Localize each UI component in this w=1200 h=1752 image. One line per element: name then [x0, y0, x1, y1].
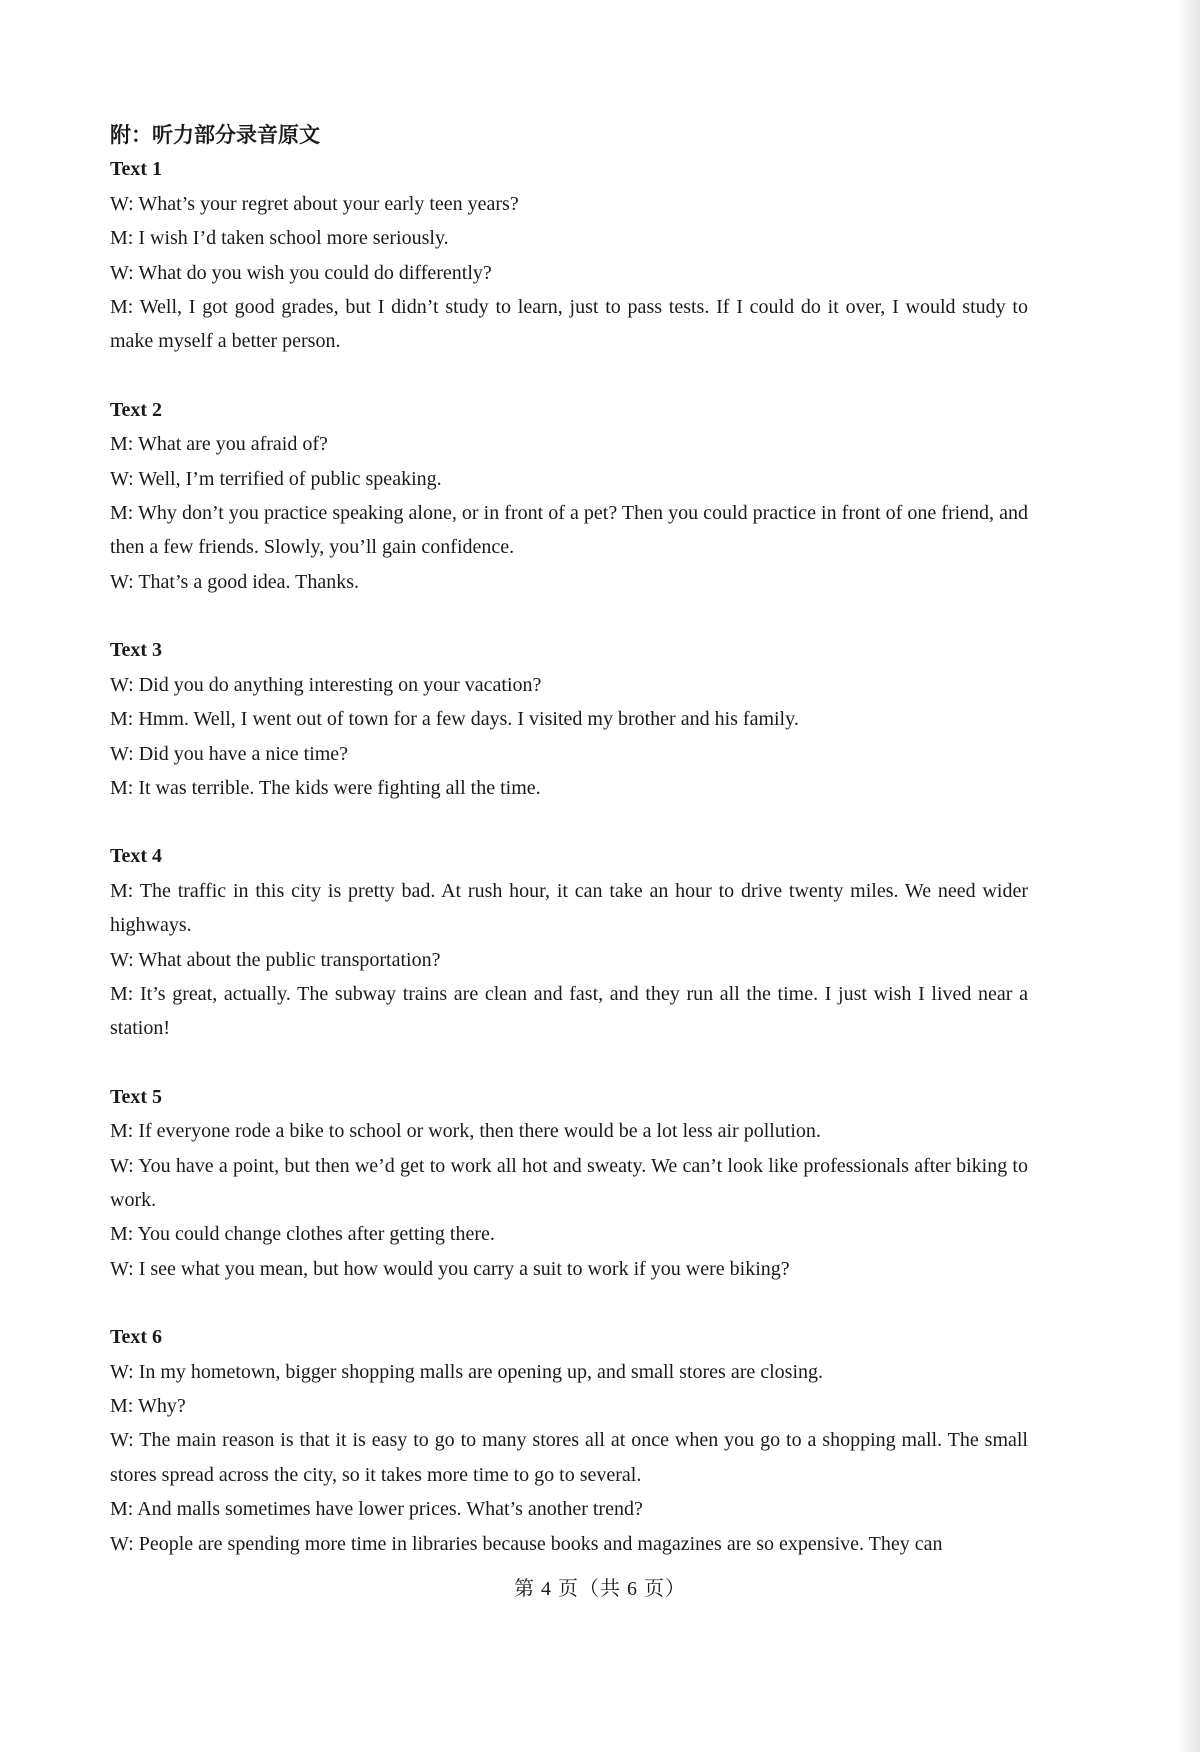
section-title: Text 1 — [110, 158, 163, 181]
transcript-section — [110, 1320, 1028, 1561]
transcript-heading: 附：听力部分录音原文 — [110, 123, 320, 147]
dialogue-line: W: What’s your regret about your early teen years? — [110, 192, 519, 215]
transcript-section — [110, 152, 1028, 358]
dialogue-line: W: The main reason is that it is easy to go to many stores all at once when you go to a shopping mall. The small stores spread across the city, so it takes more time to go to several. — [110, 1429, 1028, 1486]
section-title: Text 5 — [110, 1085, 163, 1108]
transcript-section — [110, 393, 1028, 599]
dialogue-line: W: What do you wish you could do differently? — [110, 261, 492, 284]
transcript-content — [110, 118, 1028, 1595]
page-edge-shadow — [1178, 0, 1200, 1752]
dialogue-line: W: In my hometown, bigger shopping malls are opening up, and small stores are closing. — [110, 1360, 824, 1383]
dialogue-line: W: Did you have a nice time? — [110, 742, 349, 765]
dialogue-line: M: Why? — [110, 1395, 186, 1417]
section-title: Text 2 — [110, 398, 163, 421]
dialogue-line: M: What are you afraid of? — [110, 433, 328, 456]
dialogue-line: M: If everyone rode a bike to school or work, then there would be a lot less air pollution. — [110, 1120, 821, 1143]
dialogue-line: W: I see what you mean, but how would you carry a suit to work if you were biking? — [110, 1257, 790, 1280]
dialogue-line: M: The traffic in this city is pretty bad. At rush hour, it can take an hour to drive twenty miles. We need wider highways. — [110, 879, 1028, 937]
dialogue-line: W: What about the public transportation? — [110, 948, 441, 971]
dialogue-line: W: You have a point, but then we’d get to work all hot and sweaty. We can’t look like professionals after biking to work. — [110, 1154, 1028, 1211]
dialogue-line: M: And malls sometimes have lower prices. What’s another trend? — [110, 1498, 643, 1521]
dialogue-line: M: It’s great, actually. The subway trains are clean and fast, and they run all the time. I just wish I lived near a station! — [110, 982, 1028, 1040]
dialogue-line: M: Well, I got good grades, but I didn’t study to learn, just to pass tests. If I could do it over, I would study to make myself a better person. — [110, 296, 1028, 353]
transcript-section — [110, 633, 1028, 805]
dialogue-line: W: Did you do anything interesting on your vacation? — [110, 673, 542, 696]
dialogue-line: W: People are spending more time in libraries because books and magazines are so expensive. They can — [110, 1532, 943, 1555]
dialogue-line: M: It was terrible. The kids were fighting all the time. — [110, 776, 541, 799]
section-title: Text 6 — [110, 1326, 163, 1349]
transcript-section — [110, 1080, 1028, 1286]
section-title: Text 3 — [110, 639, 163, 662]
dialogue-line: M: Hmm. Well, I went out of town for a few days. I visited my brother and his family. — [110, 708, 799, 731]
transcript-section — [110, 839, 1028, 1045]
dialogue-line: W: That’s a good idea. Thanks. — [110, 570, 360, 593]
dialogue-line: M: You could change clothes after getting there. — [110, 1223, 495, 1246]
section-title: Text 4 — [110, 845, 163, 868]
page-number-footer: 第 4 页（共 6 页） — [514, 1578, 686, 1600]
dialogue-line: W: Well, I’m terrified of public speaking. — [110, 467, 442, 490]
transcript-sections — [110, 152, 1028, 1561]
dialogue-line: M: I wish I’d taken school more seriously. — [110, 227, 449, 250]
dialogue-line: M: Why don’t you practice speaking alone, or in front of a pet? Then you could practice in front of one friend, and then a few friends. Slowly, you’ll gain confidence. — [110, 502, 1028, 559]
